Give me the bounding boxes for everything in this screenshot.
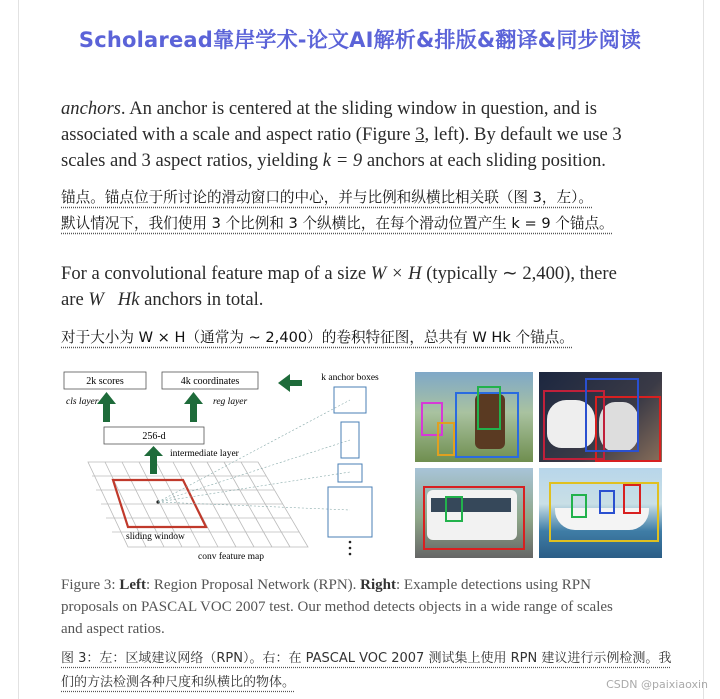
text: . An anchor is centered at the sliding window in question, and is [120,98,598,119]
text: , left). By default we use 3 [424,124,622,145]
text: Figure 3: [61,577,120,593]
label-coords: 4k coordinates [180,376,240,387]
caption-line: proposals on PASCAL VOC 2007 test. Our method detects objects in a wide range of scales [61,599,613,615]
label-sliding-window: sliding window [126,532,185,542]
text: scales and 3 aspect ratios, yielding [61,150,323,171]
figure-ref-link[interactable]: 3 [415,124,425,145]
detection-photo-horse [415,372,533,462]
text: (typically ∼ 2,400), there [421,263,617,284]
anchor-boxes [328,387,372,537]
detection-photo-bus [415,468,533,558]
detection-photo-boat [539,468,662,558]
text: : Example detections using RPN [396,577,591,593]
label-reg-layer: reg layer [213,397,248,407]
math-whk: W Hk [88,289,140,310]
caption-line: and aspect ratios. [61,621,165,637]
text: For a convolutional feature map of a size [61,263,371,284]
label-cls-layer: cls layer [66,397,99,407]
caption-left: Left [119,577,146,593]
sliding-window-box [113,480,206,527]
paragraph-anchors [61,96,677,174]
translation-line: 默认情况下，我们使用 3 个比例和 3 个纵横比，在每个滑动位置产生 k = 9 个锚点。 [61,215,614,232]
figure-caption [61,574,661,640]
translation-anchors [61,185,681,237]
label-scores: 2k scores [86,376,124,387]
text: anchors in total. [139,289,264,310]
translation-feature-map: 对于大小为 W × H（通常为 ∼ 2,400）的卷积特征图，总共有 W Hk 个锚点。 [61,329,574,346]
text: : Region Proposal Network (RPN). [146,577,361,593]
rpn-diagram [58,362,403,567]
translation-caption [61,647,681,695]
term-anchors: anchors [61,98,121,119]
math-k: k = 9 [322,150,363,171]
paragraph-feature-map [61,261,677,313]
translation-line: 图 3：左：区域建议网络（RPN）。右：在 PASCAL VOC 2007 测试集上使用 RPN 建议进行示例检测。我 [61,651,672,666]
detection-photo-dogs [539,372,662,462]
text: are [61,289,89,310]
translation-line: 们的方法检测各种尺度和纵横比的物体。 [61,675,296,690]
translation-line: 锚点。锚点位于所讨论的滑动窗口的中心，并与比例和纵横比相关联（图 3，左）。 [61,189,594,206]
watermark: CSDN @paixiaoxin [606,678,708,691]
text: anchors at each sliding position. [362,150,606,171]
brand-title: Scholaread靠岸学术-论文AI解析&排版&翻译&同步阅读 [78,28,642,52]
anchor-ellipsis [349,541,352,556]
figure-3 [58,362,668,567]
caption-right: Right [360,577,396,593]
label-256d: 256-d [142,431,166,442]
label-conv-feature-map: conv feature map [198,552,264,562]
label-intermediate-layer: intermediate layer [170,449,239,459]
label-anchor-boxes: k anchor boxes [321,373,379,383]
text: associated with a scale and aspect ratio (Figure [61,124,416,145]
math-wh: W × H [370,263,422,284]
